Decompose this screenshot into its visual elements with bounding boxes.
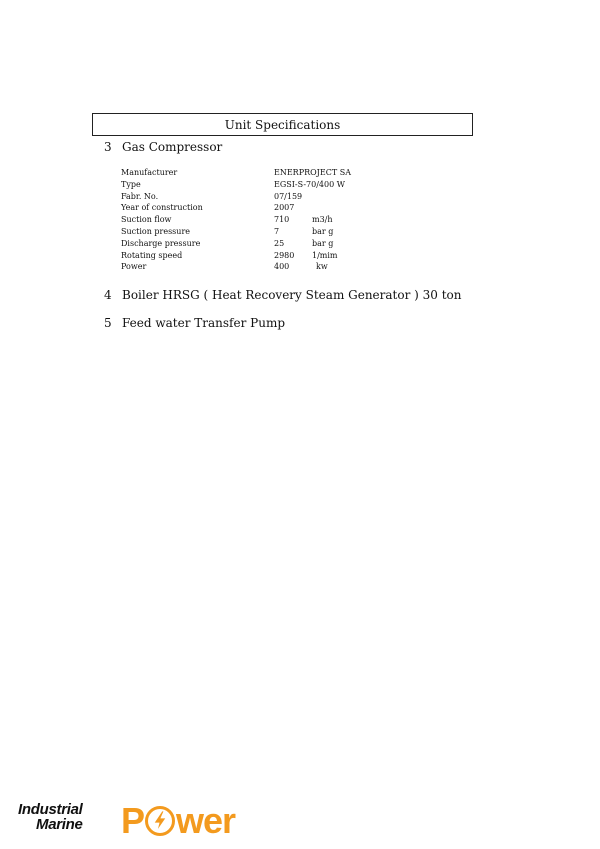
section-number: 4 [104, 288, 112, 302]
logo-letter-p: P [121, 800, 145, 841]
section-boiler-hrsg [104, 288, 462, 302]
logo-letters-wer: wer [176, 800, 236, 841]
section-number: 5 [104, 316, 112, 330]
spec-unit: 1/mim [312, 250, 338, 260]
spec-row [121, 167, 351, 179]
section-label: Feed water Transfer Pump [122, 316, 286, 330]
page-title-box [92, 113, 473, 136]
spec-value: 2980 [274, 250, 295, 260]
lightning-bolt-icon [145, 806, 175, 836]
page-title: Unit Specifications [224, 117, 341, 132]
logo-line-marine: Marine [36, 816, 83, 833]
spec-value: 25 [274, 238, 285, 248]
company-logo [18, 800, 236, 842]
spec-label: Suction flow [121, 215, 172, 225]
section-label: Gas Compressor [122, 140, 223, 154]
spec-unit: bar g [312, 226, 334, 236]
spec-label: Suction pressure [121, 226, 190, 236]
spec-label: Power [121, 262, 147, 272]
spec-row [121, 214, 351, 226]
spec-row [121, 179, 351, 191]
spec-unit: kw [316, 262, 328, 272]
spec-value: EGSI-S-70/400 W [274, 179, 345, 189]
spec-label: Fabr. No. [121, 191, 159, 201]
spec-unit: m3/h [312, 215, 333, 225]
spec-row [121, 261, 351, 273]
spec-label: Type [121, 179, 141, 189]
section-gas-compressor [104, 140, 222, 154]
spec-value: 07/159 [274, 191, 303, 201]
spec-unit: bar g [312, 238, 334, 248]
spec-label: Rotating speed [121, 250, 183, 260]
spec-value: 7 [274, 226, 280, 236]
spec-label: Year of construction [121, 203, 203, 213]
spec-row [121, 250, 351, 262]
spec-table [121, 167, 351, 273]
logo-power-word [121, 802, 235, 840]
spec-value: ENERPROJECT SA [274, 168, 351, 177]
spec-row [121, 238, 351, 250]
spec-value: 2007 [274, 203, 295, 213]
spec-row [121, 191, 351, 203]
spec-row [121, 226, 351, 238]
spec-value: 400 [274, 262, 290, 272]
spec-label: Manufacturer [121, 168, 178, 177]
section-feed-water-pump [104, 316, 285, 330]
spec-value: 710 [274, 215, 290, 225]
section-label: Boiler HRSG ( Heat Recovery Steam Generator ) 30 ton [122, 288, 462, 302]
spec-label: Discharge pressure [121, 238, 201, 248]
section-number: 3 [104, 140, 112, 154]
logo-text-block [18, 802, 83, 832]
logo-line-industrial: Industrial [18, 801, 83, 818]
spec-row [121, 202, 351, 214]
